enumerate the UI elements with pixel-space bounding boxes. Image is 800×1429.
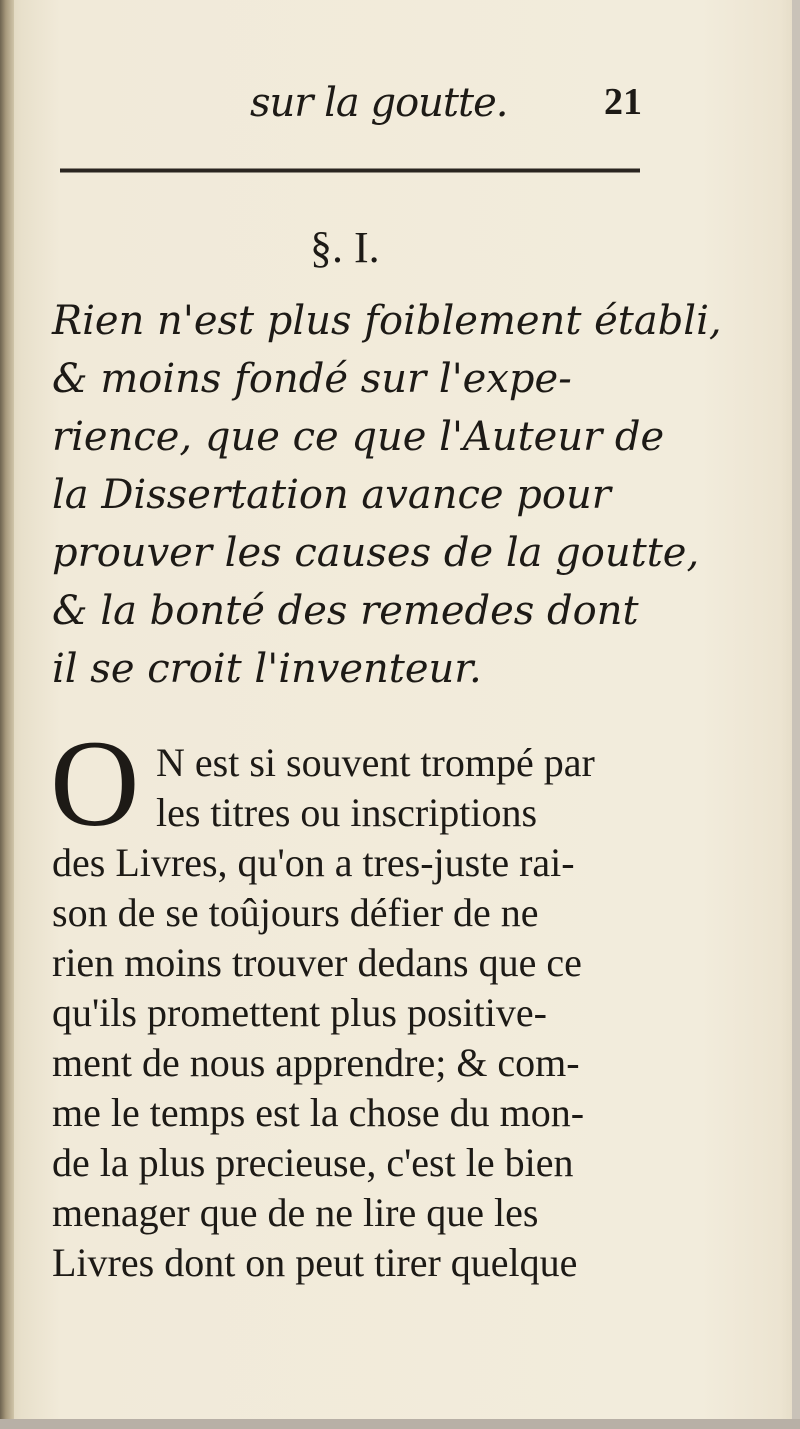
header-rule: [60, 168, 640, 174]
body-line: de la plus precieuse, c'est le bien: [52, 1140, 574, 1185]
running-head-title: sur la goutte.: [250, 80, 508, 126]
running-head: [200, 80, 642, 130]
body-line: les titres ou inscriptions: [156, 790, 538, 835]
summary-line: prouver les causes de la goutte,: [52, 530, 700, 576]
body-line: Livres dont on peut tirer quelque: [52, 1240, 578, 1285]
summary-line: la Dissertation avance pour: [52, 472, 611, 518]
body-text: [52, 738, 652, 1288]
body-line: qu'ils promettent plus positive-: [52, 990, 547, 1035]
body-line: rien moins trouver dedans que ce: [52, 940, 582, 985]
page-binding-edge: [0, 0, 14, 1429]
summary-line: Rien n'est plus foiblement établi,: [52, 298, 722, 344]
body-line: son de se toûjours défier de ne: [52, 890, 539, 935]
body-line: N est si souvent trompé par: [156, 740, 595, 785]
summary-line: & moins fondé sur l'expe-: [52, 356, 572, 402]
body-line: des Livres, qu'on a tres-juste rai-: [52, 840, 575, 885]
page-bottom-edge: [0, 1419, 800, 1429]
page-number: 21: [604, 81, 642, 123]
body-line: ment de nous apprendre; & com-: [52, 1040, 580, 1085]
section-summary: [52, 292, 722, 698]
page-right-edge: [792, 0, 800, 1429]
summary-line: rience, que ce que l'Auteur de: [52, 414, 665, 460]
section-heading: §. I.: [310, 223, 380, 272]
drop-cap: O: [50, 715, 140, 852]
summary-line: il se croit l'inventeur.: [52, 646, 482, 692]
body-line: me le temps est la chose du mon-: [52, 1090, 585, 1135]
body-line: menager que de ne lire que les: [52, 1190, 539, 1235]
summary-line: & la bonté des remedes dont: [52, 588, 639, 634]
